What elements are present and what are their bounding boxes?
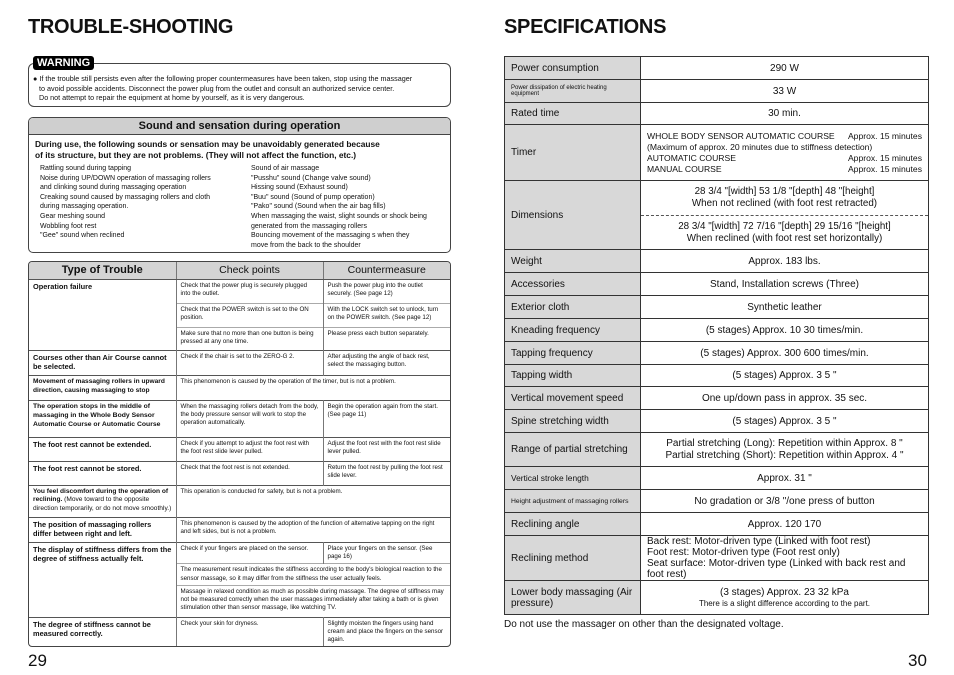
page-title-trouble-shooting: TROUBLE-SHOOTING bbox=[28, 16, 234, 38]
page-number-right: 30 bbox=[908, 651, 927, 670]
dimension-divider bbox=[641, 215, 928, 216]
trouble-table bbox=[29, 262, 450, 646]
spec-row: Vertical movement speed One up/down pass in approx. 35 sec. bbox=[505, 387, 929, 410]
warning-text: ● If the trouble still persists even after the following proper countermeasures have been taken, stop using the massager to avoid possible accidents. Disconnect the power plug from the outlet and consult an authorized service center. Do not attempt to repair the equipment at home by yourself, as it is very dangerous. bbox=[33, 74, 413, 103]
table-row: You feel discomfort during the operation of reclining. (Move toward to the opposite direction temporarily, or do not move smoothly.) This operation is conducted for safety, but is not a problem. bbox=[29, 486, 450, 518]
sound-list-right: Sound of air massage "Pusshu" sound (Change valve sound) Hissing sound (Exhaust sound) "Buu" sound (Sound of pump operation) "Pako" sound (Sound when the air bag fills) When massaging the waist, slight sounds or shock being generated from the massaging rollers Bouncing movement of the massaging s when they move from the back to the shoulder bbox=[251, 165, 427, 249]
spec-row: Exterior cloth Synthetic leather bbox=[505, 296, 929, 319]
spec-row: Tapping width (5 stages) Approx. 3 5 " bbox=[505, 365, 929, 387]
page-title-specifications: SPECIFICATIONS bbox=[504, 16, 667, 38]
spec-row: Reclining method Back rest: Motor-driven type (Linked with foot rest) Foot rest: Motor-driven type (Foot rest only) Seat surface: Motor-driven type (Linked with back rest and foot rest) bbox=[505, 536, 929, 581]
header-check-points: Check points bbox=[176, 262, 323, 280]
timer-value: WHOLE BODY SENSOR AUTOMATIC COURSE Approx. 15 minutes (Maximum of approx. 20 minutes due to stiffness detection) AUTOMATIC COURSE Approx. 15 minutes MANUAL COURSE Approx. 15 minutes bbox=[641, 125, 929, 181]
table-row: Courses other than Air Course cannot be selected. Check if the chair is set to the ZERO-G 2. After adjusting the angle of back rest, select the massaging button. bbox=[29, 351, 450, 376]
table-row: The measurement result indicates the stiffness according to the body's biological reaction to the sensor massage, so it may differ from the stiffness the user actually feels. bbox=[29, 564, 450, 585]
table-row: The foot rest cannot be extended. Check if you attempt to adjust the foot rest with the foot rest slide lever pulled. Adjust the foot rest with the foot rest slide lever pulled. bbox=[29, 438, 450, 462]
spec-row: Weight Approx. 183 lbs. bbox=[505, 250, 929, 273]
spec-row: Power dissipation of electric heating equipment 33 W bbox=[505, 80, 929, 103]
table-row: Make sure that no more than one button is being pressed at any one time. Please press each button separately. bbox=[29, 328, 450, 351]
header-countermeasure: Countermeasure bbox=[323, 262, 450, 280]
spec-row: Range of partial stretching Partial stretching (Long): Repetition within Approx. 8 " Partial stretching (Short): Repetition within Approx. 4 " bbox=[505, 433, 929, 467]
warning-label: WARNING bbox=[33, 56, 94, 70]
page-number-left: 29 bbox=[28, 651, 47, 670]
table-row: Check that the POWER switch is set to the ON position. With the LOCK switch set to unlock, turn on the POWER switch. (See page 12) bbox=[29, 304, 450, 328]
bullet-icon: ● bbox=[33, 74, 38, 83]
sound-list-left: Rattling sound during tapping Noise during UP/DOWN operation of massaging rollers and clinking sound during massaging operation Creaking sound caused by massaging rollers and cloth during massaging operation. Gear meshing sound Wobbling foot rest "Gee" sound when reclined bbox=[40, 165, 211, 240]
spec-row: Timer WHOLE BODY SENSOR AUTOMATIC COURSE Approx. 15 minutes (Maximum of approx. 20 minutes due to stiffness detection) AUTOMATIC COURSE Approx. 15 minutes MANUAL COURSE Approx. 15 minutes bbox=[505, 125, 929, 181]
sound-heading: Sound and sensation during operation bbox=[29, 118, 450, 135]
spec-row: Tapping frequency (5 stages) Approx. 300 600 times/min. bbox=[505, 342, 929, 365]
spec-row: Spine stretching width (5 stages) Approx. 3 5 " bbox=[505, 410, 929, 433]
table-row: The foot rest cannot be stored. Check that the foot rest is not extended. Return the foot rest by pulling the foot rest slide lever. bbox=[29, 462, 450, 486]
sound-sensation-box bbox=[28, 117, 451, 253]
spec-row: Kneading frequency (5 stages) Approx. 10 30 times/min. bbox=[505, 319, 929, 342]
table-row: Movement of massaging rollers in upward direction, causing massaging to stop This phenomenon is caused by the operation of the timer, but is not a problem. bbox=[29, 376, 450, 401]
spec-table bbox=[504, 56, 929, 615]
table-row: The operation stops in the middle of massaging in the Whole Body Sensor Automatic Course or Automatic Course When the massaging rollers detach from the body, the body pressure sensor will work to stop the operation automatically. Begin the operation again from the start. (See page 11) bbox=[29, 401, 450, 438]
table-row: Massage in relaxed condition as much as possible during massage. The degree of stiffness may not be measured correctly when the user massages immediately after taking a bath or is given stimulation other than sensor massage, like watching TV. bbox=[29, 585, 450, 617]
warning-box bbox=[28, 57, 451, 107]
spec-row: Dimensions 28 3/4 "[width] 53 1/8 "[depth] 48 "[height] When not reclined (with foot rest retracted) 28 3/4 "[width] 72 7/16 "[depth] 29 15/16 "[height] When reclined (with foot rest set horizontally) bbox=[505, 181, 929, 250]
table-row: The degree of stiffness cannot be measured correctly. Check your skin for dryness. Slightly moisten the fingers using hand cream and place the fingers on the sensor again. bbox=[29, 617, 450, 646]
table-row: The display of stiffness differs from the degree of stiffness actually felt. Check if your fingers are placed on the sensor. Place your fingers on the sensor. (See page 16) bbox=[29, 543, 450, 564]
voltage-footnote: Do not use the massager on other than the designated voltage. bbox=[504, 619, 784, 630]
sound-intro: During use, the following sounds or sensation may be unavoidably generated because of its structure, but they are not problems. (They will not affect the function, etc.) bbox=[35, 139, 380, 160]
table-row: The position of massaging rollers differ between right and left. This phenomenon is caused by the adoption of the function of alternative tapping on the right and left sides, but is not a problem. bbox=[29, 518, 450, 543]
spec-row: Rated time 30 min. bbox=[505, 103, 929, 125]
dimensions-value: 28 3/4 "[width] 53 1/8 "[depth] 48 "[height] When not reclined (with foot rest retracted) 28 3/4 "[width] 72 7/16 "[depth] 29 15/16 "[height] When reclined (with foot rest set horizontally) bbox=[641, 181, 929, 250]
trouble-table-wrapper bbox=[28, 261, 451, 647]
spec-row: Accessories Stand, Installation screws (Three) bbox=[505, 273, 929, 296]
spec-row: Reclining angle Approx. 120 170 bbox=[505, 513, 929, 536]
header-type-of-trouble: Type of Trouble bbox=[29, 262, 176, 280]
table-row: Operation failure Check that the power plug is securely plugged into the outlet. Push the power plug into the outlet securely. (See page 12) bbox=[29, 280, 450, 304]
spec-row: Power consumption 290 W bbox=[505, 57, 929, 80]
spec-row: Height adjustment of massaging rollers No gradation or 3/8 "/one press of button bbox=[505, 490, 929, 513]
spec-row: Lower body massaging (Air pressure) (3 stages) Approx. 23 32 kPa There is a slight difference according to the part. bbox=[505, 581, 929, 615]
spec-row: Vertical stroke length Approx. 31 " bbox=[505, 467, 929, 490]
